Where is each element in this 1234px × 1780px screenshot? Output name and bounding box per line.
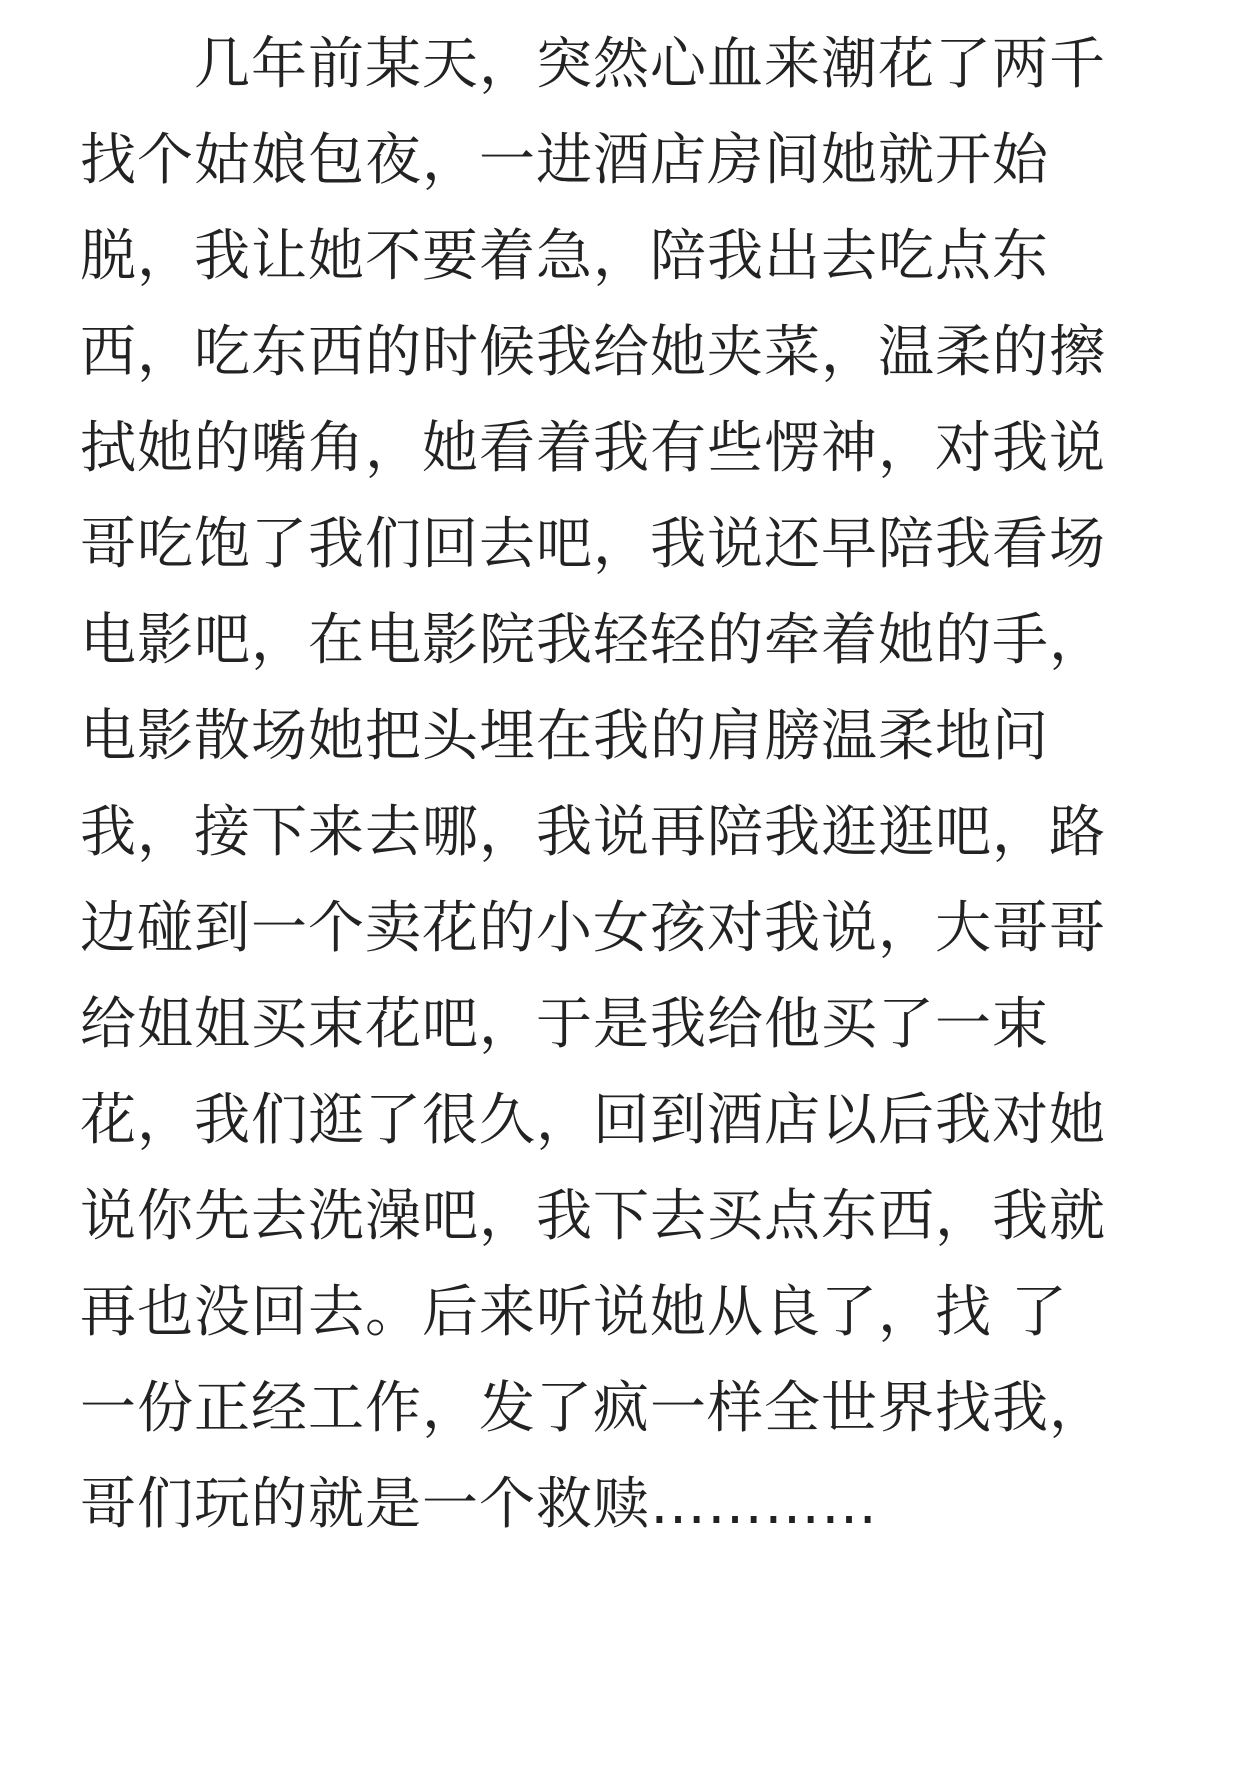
text-line-9: 我，接下来去哪，我说再陪我逛逛吧，路 — [80, 800, 1106, 865]
text-line-10: 边碰到一个卖花的小女孩对我说，大哥哥 — [80, 896, 1106, 961]
text-line-12: 花，我们逛了很久，回到酒店以后我对她 — [80, 1088, 1106, 1153]
text-line-6: 哥吃饱了我们回去吧，我说还早陪我看场 — [80, 512, 1106, 577]
text-line-1: 几年前某天，突然心血来潮花了两千 — [80, 32, 1106, 97]
text-line-3: 脱，我让她不要着急，陪我出去吃点东 — [80, 224, 1049, 289]
text-line-5: 拭她的嘴角，她看着我有些愣神，对我说 — [80, 416, 1106, 481]
text-line-4: 西，吃东西的时候我给她夹菜，温柔的擦 — [80, 320, 1106, 385]
text-line-8: 电影散场她把头埋在我的肩膀温柔地问 — [80, 704, 1049, 769]
text-line-2: 找个姑娘包夜，一进酒店房间她就开始 — [80, 128, 1049, 193]
text-line-14: 再也没回去。后来听说她从良了，找 了 — [80, 1280, 1068, 1345]
text-line-16: 哥们玩的就是一个救赎………… — [80, 1472, 878, 1537]
text-line-13: 说你先去洗澡吧，我下去买点东西，我就 — [80, 1184, 1106, 1249]
text-line-7: 电影吧，在电影院我轻轻的牵着她的手， — [80, 608, 1106, 673]
text-line-11: 给姐姐买束花吧，于是我给他买了一束 — [80, 992, 1049, 1057]
text-line-15: 一份正经工作，发了疯一样全世界找我， — [80, 1376, 1106, 1441]
